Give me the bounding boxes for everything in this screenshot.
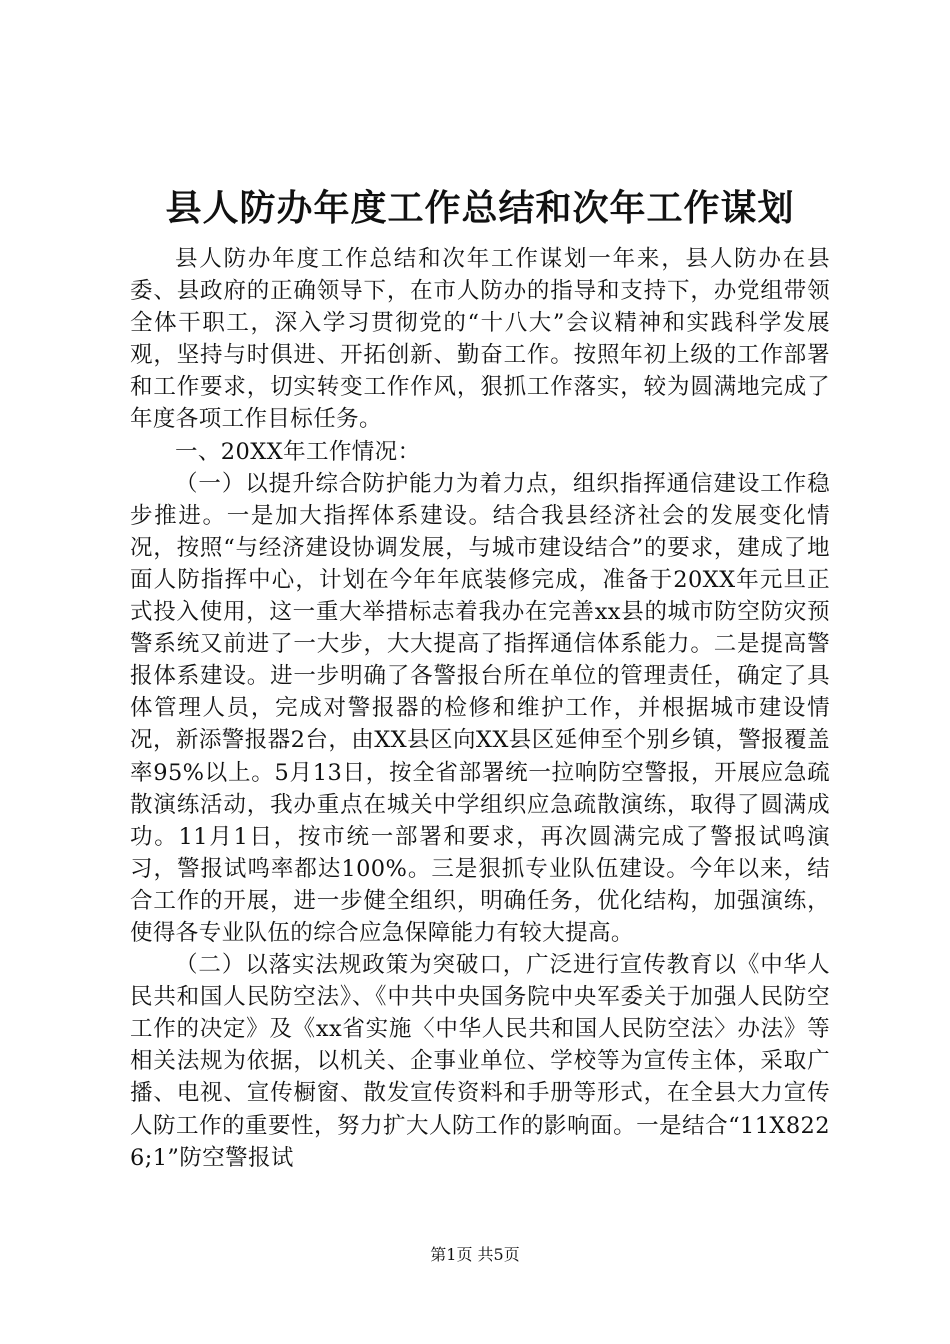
document-page (130, 183, 830, 1174)
section-heading: 一、20XX年工作情况： (175, 438, 421, 465)
body-paragraph-1: （一）以提升综合防护能力为着力点，组织指挥通信建设工作稳步推进。一是加大指挥体系建设。结合我县经济社会的发展变化情况，按照“与经济建设协调发展，与城市建设结合”的要求，建成了地面人防指挥中心，计划在今年年底装修完成，准备于20XX年元旦正式投入使用，这一重大举措标志着我办在完善xx县的城市防空防灾预警系统又前进了一大步，大大提高了指挥通信体系能力。二是提高警报体系建设。进一步明确了各警报台所在单位的管理责任，确定了具体管理人员，完成对警报器的检修和维护工作，并根据城市建设情况，新添警报器2台，由XX县区向XX县区延伸至个别乡镇，警报覆盖率95%以上。5月13日，按全省部署统一拉响防空警报，开展应急疏散演练活动，我办重点在城关中学组织应急疏散演练，取得了圆满成功。11月1日，按市统一部署和要求，再次圆满完成了警报试鸣演习，警报试鸣率都达100%。三是狠抓专业队伍建设。今年以来，结合工作的开展，进一步健全组织，明确任务，优化结构，加强演练，使得各专业队伍的综合应急保障能力有较大提高。 (130, 470, 830, 946)
document-title: 县人防办年度工作总结和次年工作谋划 (165, 187, 795, 229)
body-paragraph-2: （二）以落实法规政策为突破口，广泛进行宣传教育以《中华人民共和国人民防空法》、《中共中央国务院中央军委关于加强人民防空工作的决定》及《xx省实施〈中华人民共和国人民防空法〉办法》等相关法规为依据，以机关、企事业单位、学校等为宣传主体，采取广播、电视、宣传橱窗、散发宣传资料和手册等形式，在全县大力宣传人防工作的重要性，努力扩大人防工作的影响面。一是结合“11X8226;1”防空警报试 (130, 952, 830, 1171)
intro-paragraph: 县人防办年度工作总结和次年工作谋划一年来，县人防办在县委、县政府的正确领导下，在市人防办的指导和支持下，办党组带领全体干职工，深入学习贯彻党的“十八大”会议精神和实践科学发展观，坚持与时俱进、开拓创新、勤奋工作。按照年初上级的工作部署和工作要求，切实转变工作作风，狠抓工作落实，较为圆满地完成了年度各项工作目标任务。 (130, 246, 830, 433)
page-number-footer: 第1页 共5页 (430, 1245, 520, 1264)
